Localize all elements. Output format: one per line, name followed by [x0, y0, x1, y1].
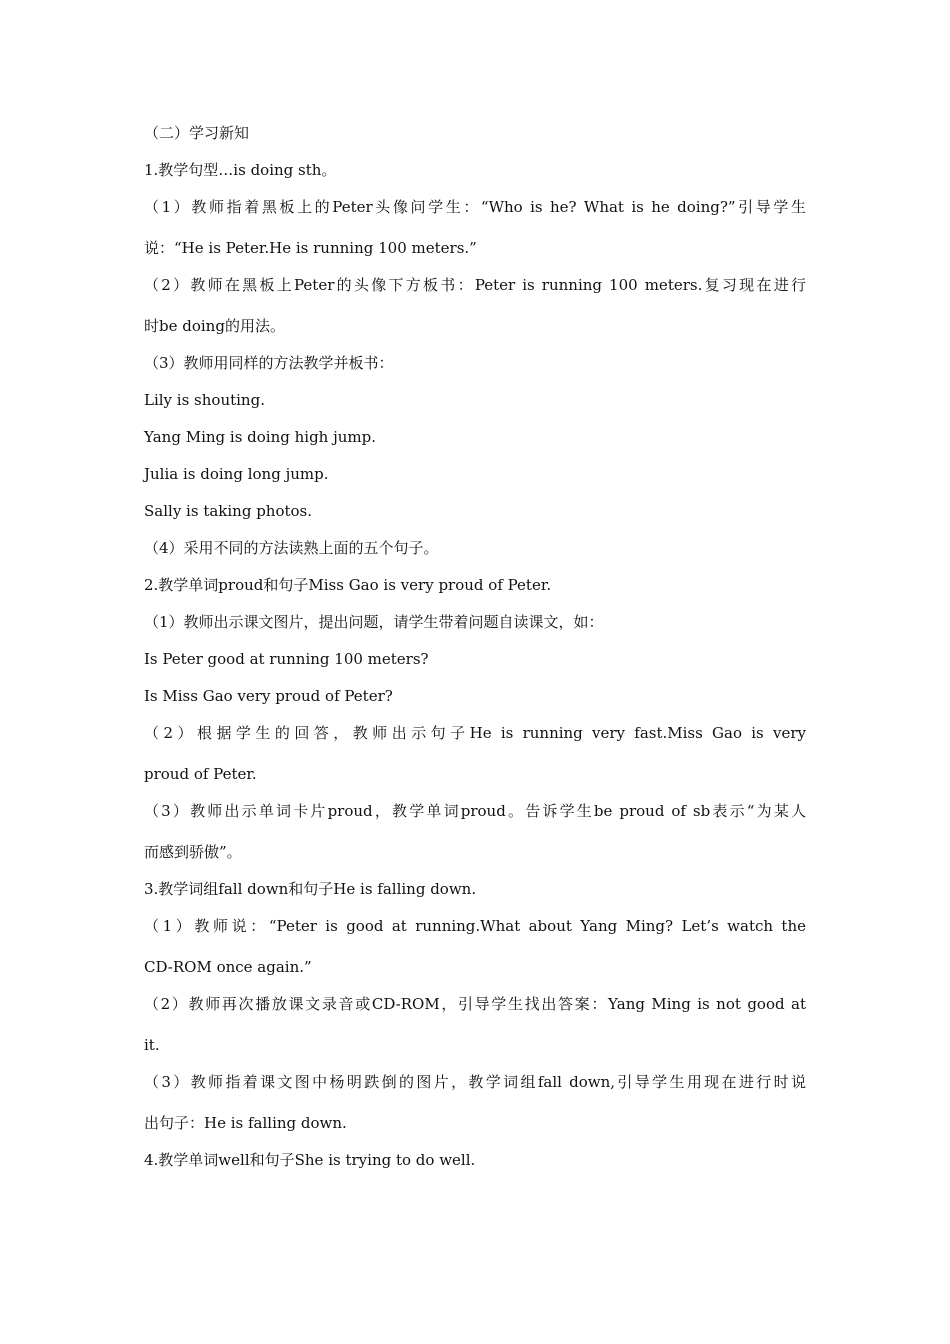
paragraph-line: （3）教师出示单词卡片proud，教学单词proud。告诉学生be proud of sb表示“为某人	[144, 802, 806, 820]
item-heading-1: 1.教学句型…is doing sth。	[144, 161, 337, 179]
example-sentence: Sally is taking photos.	[144, 502, 313, 520]
paragraph-line: （2）根据学生的回答，教师出示句子He is running very fast.Miss Gao is very	[144, 724, 806, 742]
item-heading-4: 4.教学单词well和句子She is trying to do well.	[144, 1151, 476, 1169]
paragraph-line: （1）教师出示课文图片，提出问题，请学生带着问题自读课文，如：	[144, 613, 604, 631]
paragraph-line: proud of Peter.	[144, 765, 257, 783]
paragraph-line: （2）教师再次播放课文录音或CD-ROM，引导学生找出答案：Yang Ming is not good at	[144, 995, 806, 1013]
item-heading-2: 2.教学单词proud和句子Miss Gao is very proud of Peter.	[144, 576, 552, 594]
section-heading: （二）学习新知	[144, 124, 250, 142]
paragraph-line: （1）教师指着黑板上的Peter头像问学生：“Who is he? What is he doing?”引导学生	[144, 198, 806, 216]
example-sentence: Julia is doing long jump.	[144, 465, 329, 483]
paragraph-line: 而感到骄傲”。	[144, 843, 242, 861]
example-sentence: Is Miss Gao very proud of Peter?	[144, 687, 393, 705]
paragraph-line: （3）教师用同样的方法教学并板书：	[144, 354, 394, 372]
paragraph-line: it.	[144, 1036, 160, 1054]
paragraph-line: 时be doing的用法。	[144, 317, 285, 335]
example-sentence: Yang Ming is doing high jump.	[144, 428, 377, 446]
paragraph-line: 说：“He is Peter.He is running 100 meters.”	[144, 239, 477, 257]
example-sentence: Lily is shouting.	[144, 391, 265, 409]
example-sentence: Is Peter good at running 100 meters?	[144, 650, 429, 668]
paragraph-line: （2）教师在黑板上Peter的头像下方板书：Peter is running 100 meters.复习现在进行	[144, 276, 806, 294]
item-heading-3: 3.教学词组fall down和句子He is falling down.	[144, 880, 477, 898]
paragraph-line: （1）教师说：“Peter is good at running.What about Yang Ming? Let’s watch the	[144, 917, 806, 935]
paragraph-line: （4）采用不同的方法读熟上面的五个句子。	[144, 539, 439, 557]
paragraph-line: CD-ROM once again.”	[144, 958, 312, 976]
document-body	[144, 124, 806, 1170]
paragraph-line: （3）教师指着课文图中杨明跌倒的图片，教学词组fall down,引导学生用现在进行时说	[144, 1073, 806, 1091]
paragraph-line: 出句子：He is falling down.	[144, 1114, 347, 1132]
